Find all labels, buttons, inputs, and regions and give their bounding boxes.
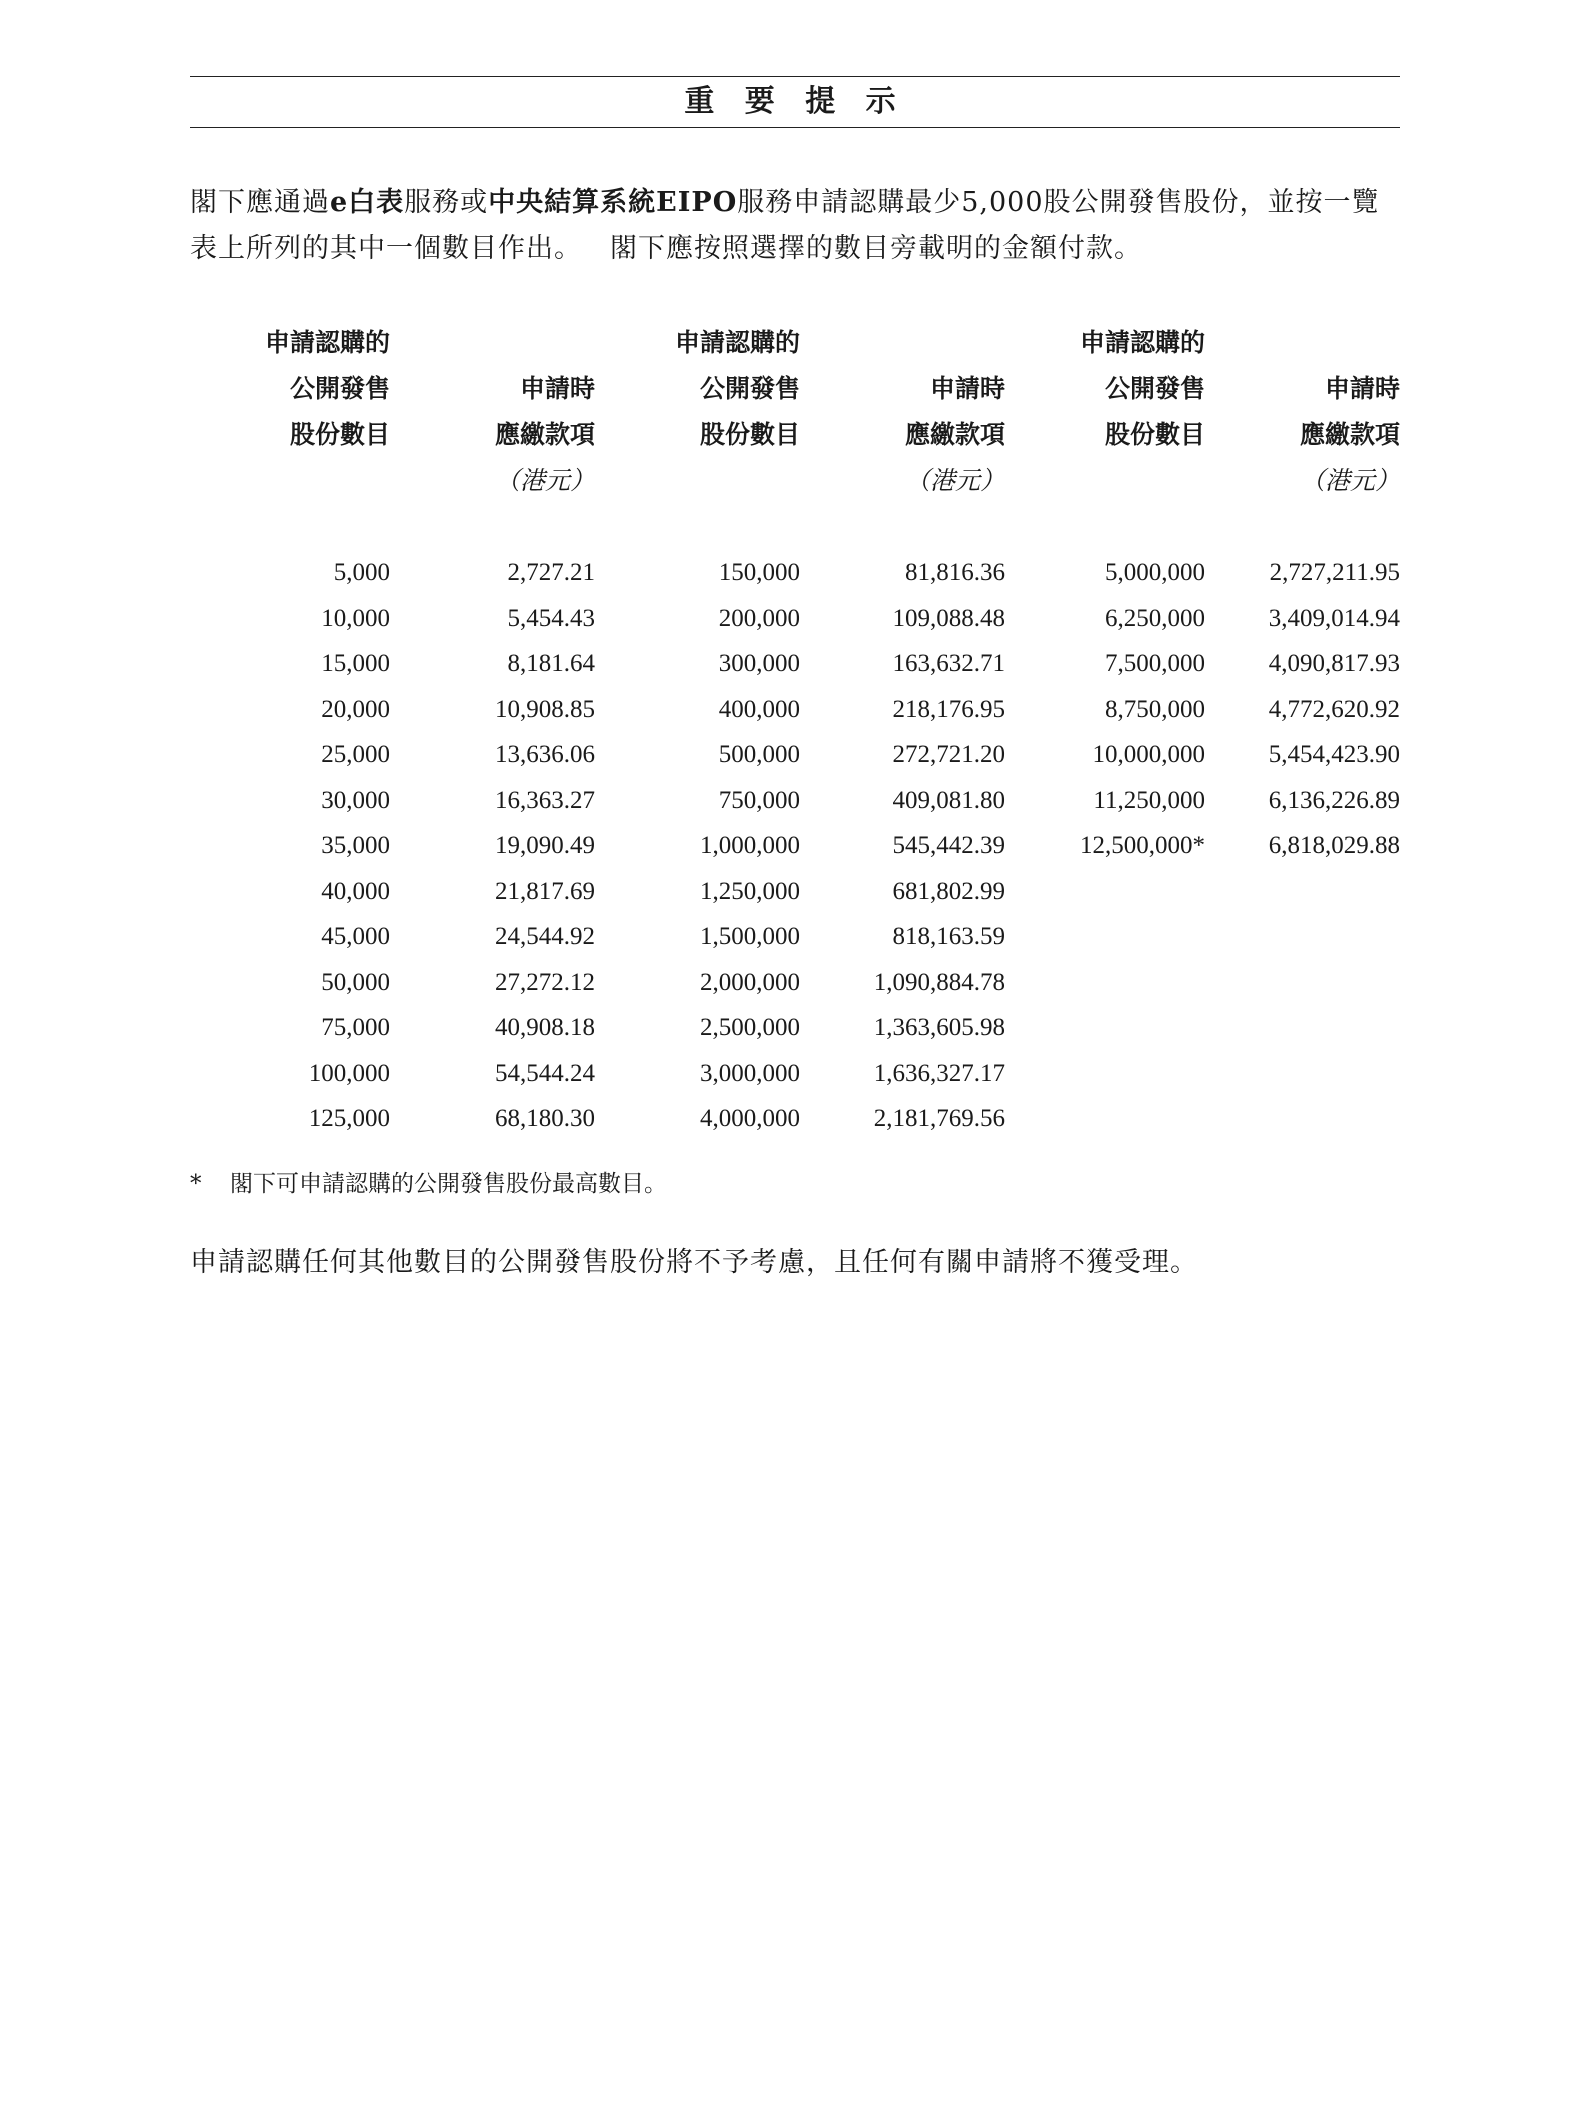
table-cell: 218,176.95 bbox=[892, 695, 1005, 723]
table-col-amounts-1 bbox=[395, 320, 595, 1142]
table-col-amounts-2 bbox=[805, 320, 1005, 1142]
intro-e-white-form: e白表 bbox=[330, 187, 405, 218]
column-cells bbox=[190, 550, 390, 1142]
header-line: 公開發售 bbox=[1104, 374, 1205, 403]
table-cell: 12,500,000* bbox=[1080, 832, 1205, 859]
table-cell: 200,000 bbox=[718, 604, 800, 632]
table-col-shares-2 bbox=[600, 320, 800, 1142]
table-cell: 400,000 bbox=[718, 695, 800, 723]
header-line: 股份數目 bbox=[699, 420, 800, 449]
page-title: 重 要 提 示 bbox=[684, 84, 906, 119]
table-cell: 50,000 bbox=[321, 968, 390, 996]
table-cell: 2,727,211.95 bbox=[1269, 559, 1400, 586]
header-spacer bbox=[805, 320, 1005, 366]
table-cell: 163,632.71 bbox=[892, 650, 1005, 677]
table-cell: 1,636,327.17 bbox=[873, 1059, 1005, 1087]
bottom-rule bbox=[190, 127, 1400, 128]
header-unit: （港元） bbox=[904, 466, 1005, 495]
table-cell: 7,500,000 bbox=[1105, 650, 1205, 677]
table-cell: 272,721.20 bbox=[892, 741, 1005, 768]
header-line: 申請時 bbox=[1324, 374, 1400, 403]
table-cell: 27,272.12 bbox=[495, 968, 595, 996]
table-cell: 2,727.21 bbox=[507, 559, 595, 586]
table-cell: 545,442.39 bbox=[892, 832, 1005, 859]
table-cell: 4,000,000 bbox=[700, 1105, 800, 1132]
column-header bbox=[805, 320, 1005, 504]
header-line: 申請時 bbox=[519, 374, 595, 403]
table-cell: 300,000 bbox=[718, 650, 800, 677]
table-cell: 20,000 bbox=[321, 695, 390, 723]
footnote-text: 閣下可申請認購的公開發售股份最高數目。 bbox=[230, 1171, 667, 1197]
table-cell: 1,000,000 bbox=[700, 832, 800, 859]
table-cell: 68,180.30 bbox=[495, 1105, 595, 1132]
column-header bbox=[190, 320, 390, 504]
table-cell: 8,750,000 bbox=[1105, 695, 1205, 723]
intro-text-c: 服務或 bbox=[404, 187, 489, 218]
table-cell: 1,363,605.98 bbox=[873, 1014, 1005, 1041]
column-cells bbox=[600, 550, 800, 1142]
column-cells bbox=[395, 550, 595, 1142]
table-cell: 5,000 bbox=[333, 559, 390, 586]
table-cell: 125,000 bbox=[308, 1105, 390, 1132]
table-cell: 150,000 bbox=[718, 559, 800, 586]
header-line: 應繳款項 bbox=[904, 420, 1005, 449]
column-header bbox=[600, 320, 800, 504]
header-line: 申請認購的 bbox=[264, 328, 390, 357]
header-line: 股份數目 bbox=[1104, 420, 1205, 449]
table-cell: 1,500,000 bbox=[700, 923, 800, 950]
header-unit: （港元） bbox=[494, 466, 595, 495]
header-spacer bbox=[1200, 320, 1400, 366]
column-header bbox=[1200, 320, 1400, 504]
intro-ccass-eipo: 中央結算系統EIPO bbox=[488, 187, 738, 218]
table-cell: 2,000,000 bbox=[700, 968, 800, 996]
table-cell: 3,000,000 bbox=[700, 1059, 800, 1087]
table-col-amounts-3 bbox=[1200, 320, 1400, 869]
table-cell: 30,000 bbox=[321, 786, 390, 814]
header-line: 公開發售 bbox=[699, 374, 800, 403]
table-col-shares-1 bbox=[190, 320, 390, 1142]
column-header bbox=[1005, 320, 1205, 504]
intro-paragraph bbox=[190, 180, 1400, 272]
footnote-marker: * bbox=[190, 1171, 202, 1197]
column-cells bbox=[1200, 550, 1400, 869]
table-cell: 750,000 bbox=[718, 786, 800, 814]
table-cell: 100,000 bbox=[308, 1059, 390, 1087]
closing-paragraph: 申請認購任何其他數目的公開發售股份將不予考慮，且任何有關申請將不獲受理。 bbox=[190, 1247, 1198, 1278]
intro-text-f: 閣下應按照選擇的數目旁載明的金額付款。 bbox=[610, 233, 1142, 264]
column-cells bbox=[805, 550, 1005, 1142]
table-cell: 24,544.92 bbox=[495, 923, 595, 950]
header-line: 應繳款項 bbox=[494, 420, 595, 449]
table-cell: 15,000 bbox=[321, 650, 390, 677]
header-line: 應繳款項 bbox=[1299, 420, 1400, 449]
table-cell: 1,250,000 bbox=[700, 877, 800, 905]
table-cell: 409,081.80 bbox=[892, 786, 1005, 814]
table-cell: 8,181.64 bbox=[507, 650, 595, 677]
table-col-shares-3 bbox=[1005, 320, 1205, 869]
table-cell: 75,000 bbox=[321, 1014, 390, 1041]
table-cell: 109,088.48 bbox=[892, 604, 1005, 632]
header-line: 申請認購的 bbox=[674, 328, 800, 357]
table-cell: 13,636.06 bbox=[495, 741, 595, 768]
table-cell: 3,409,014.94 bbox=[1268, 604, 1400, 632]
table-cell: 1,090,884.78 bbox=[873, 968, 1005, 996]
table-cell: 818,163.59 bbox=[892, 923, 1005, 950]
table-cell: 2,500,000 bbox=[700, 1014, 800, 1041]
table-cell: 681,802.99 bbox=[892, 877, 1005, 905]
intro-text-e: 服務申請認購最少5,000股公開發售股份，並按一覽表上所列的其中一個數目作出。 bbox=[190, 187, 1380, 264]
header-line: 股份數目 bbox=[289, 420, 390, 449]
table-cell: 2,181,769.56 bbox=[873, 1105, 1005, 1132]
table-cell: 81,816.36 bbox=[905, 559, 1005, 586]
column-header bbox=[395, 320, 595, 504]
table-cell: 45,000 bbox=[321, 923, 390, 950]
table-cell: 21,817.69 bbox=[495, 877, 595, 905]
table-cell: 6,136,226.89 bbox=[1268, 786, 1400, 814]
table-cell: 10,000 bbox=[321, 604, 390, 632]
column-cells bbox=[1005, 550, 1205, 869]
table-cell: 40,908.18 bbox=[495, 1014, 595, 1041]
table-cell: 500,000 bbox=[718, 741, 800, 768]
table-cell: 5,454,423.90 bbox=[1268, 741, 1400, 768]
header-line: 申請時 bbox=[929, 374, 1005, 403]
table-cell: 5,454.43 bbox=[507, 604, 595, 632]
table-cell: 54,544.24 bbox=[495, 1059, 595, 1087]
header-spacer bbox=[395, 320, 595, 366]
table-cell: 10,908.85 bbox=[495, 695, 595, 723]
share-amount-table bbox=[190, 320, 1400, 1160]
table-cell: 16,363.27 bbox=[495, 786, 595, 814]
table-cell: 6,250,000 bbox=[1105, 604, 1205, 632]
table-cell: 4,772,620.92 bbox=[1268, 695, 1400, 723]
intro-text-a: 閣下應通過 bbox=[190, 187, 330, 218]
header-line: 申請認購的 bbox=[1079, 328, 1205, 357]
table-cell: 35,000 bbox=[321, 832, 390, 859]
table-cell: 5,000,000 bbox=[1105, 559, 1205, 586]
header-unit: （港元） bbox=[1299, 466, 1400, 495]
table-cell: 40,000 bbox=[321, 877, 390, 905]
footnote bbox=[190, 1164, 1400, 1204]
table-cell: 10,000,000 bbox=[1092, 741, 1205, 768]
table-cell: 19,090.49 bbox=[495, 832, 595, 859]
table-cell: 4,090,817.93 bbox=[1268, 650, 1400, 677]
table-cell: 6,818,029.88 bbox=[1268, 832, 1400, 859]
document-page bbox=[190, 76, 1400, 1286]
table-cell: 11,250,000 bbox=[1093, 786, 1205, 814]
header-line: 公開發售 bbox=[289, 374, 390, 403]
table-cell: 25,000 bbox=[321, 741, 390, 768]
